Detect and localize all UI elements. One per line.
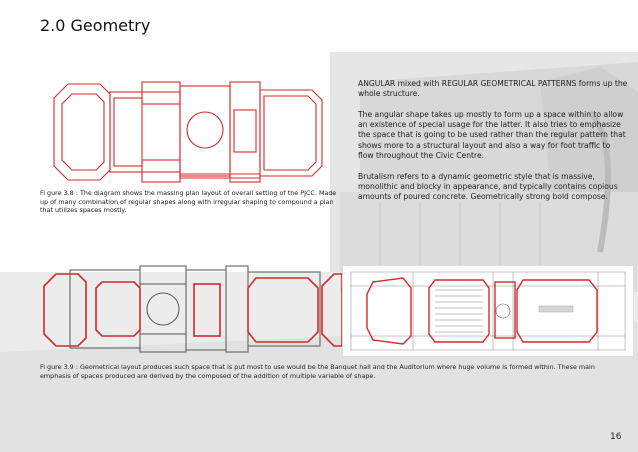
page-number: 16 (610, 432, 622, 442)
page-title: 2.0 Geometry (40, 16, 151, 35)
paragraph-angular-shape: The angular shape takes up mostly to form up a space within to allow an existence of special usage for the latter. It also tries to emphasize the space that is going to be used rather than the regular pattern that shows more to a structural layout and also a way for foot traffic to flow throughout the Civic Centre. (358, 110, 626, 160)
geometric-layout-diagram (42, 264, 342, 356)
paragraph-angular: ANGULAR mixed with REGULAR GEOMETRICAL PATTERNS forms up the whole structure. (358, 79, 628, 99)
paragraph-brutalism: Brutalism refers to a dynamic geometric style that is massive, monolithic and blocky in appearance, and typically contains copious amounts of poured concrete. Geometrically strong bold compose. (358, 172, 618, 202)
figure-3-9-caption: Fi gure 3.9 : Geometrical layout produces such space that is put most to use would be the Banquet hall and the Auditorium where huge volume is formed within. These main emphasis of spaces produced are derived by the composed of the addition of multiple variable of shape. (40, 363, 595, 380)
figure-3-8-caption: Fi gure 3.8 : The diagram shows the massing plan layout of overall setting of the PJCC. Made up of many combination of regular shapes along with irregular shaping to compound a plan that utilizes spaces mostly. (40, 189, 337, 215)
floor-plan-image (342, 265, 634, 357)
massing-plan-diagram (50, 78, 330, 193)
